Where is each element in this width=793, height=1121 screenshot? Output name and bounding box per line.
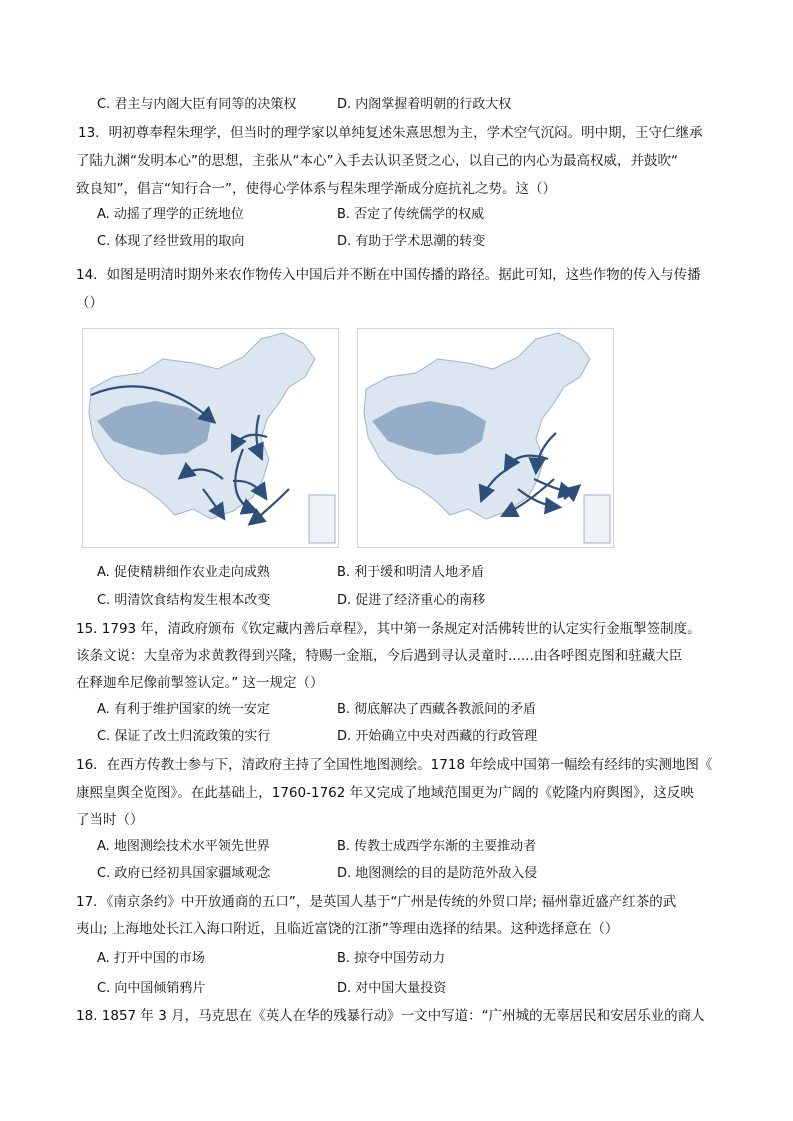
q16-stem-line-1: 16．在西方传教士参与下，清政府主持了全国性地图测绘。1718 年绘成中国第一幅绘有经纬的实测地图《 [76, 757, 713, 773]
q14-option-a: A. 促使精耕细作农业走向成熟 [97, 565, 270, 580]
q14-option-c: C. 明清饮食结构发生根本改变 [97, 593, 271, 608]
q13-stem-line-1: 13．明初尊奉程朱理学，但当时的理学家以单纯复述朱熹思想为主，学术空气沉闷。明中期，王守仁继承 [78, 125, 703, 141]
crop-spread-map-left [82, 328, 339, 548]
q16-stem-line-2: 康熙皇舆全览图》。在此基础上，1760-1762 年又完成了地域范围更为广阔的《乾隆内府舆图》，这反映 [76, 785, 694, 801]
q14-option-b: B. 利于缓和明清人地矛盾 [337, 565, 485, 580]
q15-stem-line-1: 15. 1793 年，清政府颁布《钦定藏内善后章程》，其中第一条规定对活佛转世的认定实行金瓶掣签制度。 [76, 621, 701, 637]
q13-stem-line-3: 致良知”，倡言“知行合一”，使得心学体系与程朱理学渐成分庭抗礼之势。这（） [76, 181, 556, 197]
south-sea-inset [584, 495, 610, 543]
crop-spread-map-right [357, 328, 614, 548]
q16-option-c: C. 政府已经初具国家疆域观念 [97, 866, 271, 881]
q14-option-d: D. 促进了经济重心的南移 [337, 593, 486, 608]
q15-option-b: B. 彻底解决了西藏各教派间的矛盾 [337, 702, 537, 717]
q16-option-b: B. 传教士成西学东渐的主要推动者 [337, 839, 537, 854]
south-sea-inset [309, 495, 335, 543]
q16-option-a: A. 地图测绘技术水平领先世界 [97, 839, 270, 854]
q13-option-a: A. 动摇了理学的正统地位 [97, 207, 244, 222]
q15-stem-line-2: 该条文说：大皇帝为求黄教得到兴隆，特赐一金瓶，今后遇到寻认灵童时......由各呼图克图和驻藏大臣 [76, 648, 683, 664]
q15-option-c: C. 保证了改土归流政策的实行 [97, 729, 271, 744]
q13-option-d: D. 有助于学术思潮的转变 [337, 234, 486, 249]
q15-option-d: D. 开始确立中央对西藏的行政管理 [337, 729, 538, 744]
q15-option-a: A. 有利于维护国家的统一安定 [97, 702, 270, 717]
q14-stem-line-1: 14．如图是明清时期外来农作物传入中国后并不断在中国传播的路径。据此可知，这些作物的传入与传播 [76, 267, 701, 283]
q13-option-b: B. 否定了传统儒学的权威 [337, 207, 485, 222]
q16-option-d: D. 地图测绘的目的是防范外敌入侵 [337, 866, 538, 881]
q14-stem-line-2: （） [76, 295, 103, 311]
q16-stem-line-3: 了当时（） [76, 812, 144, 828]
q12-option-d: D. 内阁掌握着明朝的行政大权 [337, 97, 512, 112]
q12-option-c: C. 君主与内阁大臣有同等的决策权 [97, 97, 297, 112]
q17-option-c: C. 向中国倾销鸦片 [97, 981, 206, 996]
q13-stem-line-2: 了陆九渊“发明本心”的思想，主张从“本心”入手去认识圣贤之心，以自己的内心为最高权威，并鼓吹“ [76, 153, 678, 169]
q13-option-c: C. 体现了经世致用的取向 [97, 234, 245, 249]
q18-stem-line-1: 18. 1857 年 3 月，马克思在《英人在华的残暴行动》一文中写道：“广州城的无辜居民和安居乐业的商人 [76, 1008, 705, 1024]
q17-option-a: A. 打开中国的市场 [97, 951, 205, 966]
q17-option-b: B. 掠夺中国劳动力 [337, 951, 446, 966]
q17-option-d: D. 对中国大量投资 [337, 981, 447, 996]
q15-stem-line-3: 在释迦牟尼像前掣签认定。” 这一规定（） [76, 675, 324, 691]
q17-stem-line-2: 夷山; 上海地处长江入海口附近，且临近富饶的江浙”等理由选择的结果。这种选择意在（） [76, 921, 619, 937]
q17-stem-line-1: 17．《南京条约》中开放通商的五口”，是英国人基于“广州是传统的外贸口岸; 福州靠近盛产红茶的武 [76, 894, 677, 910]
